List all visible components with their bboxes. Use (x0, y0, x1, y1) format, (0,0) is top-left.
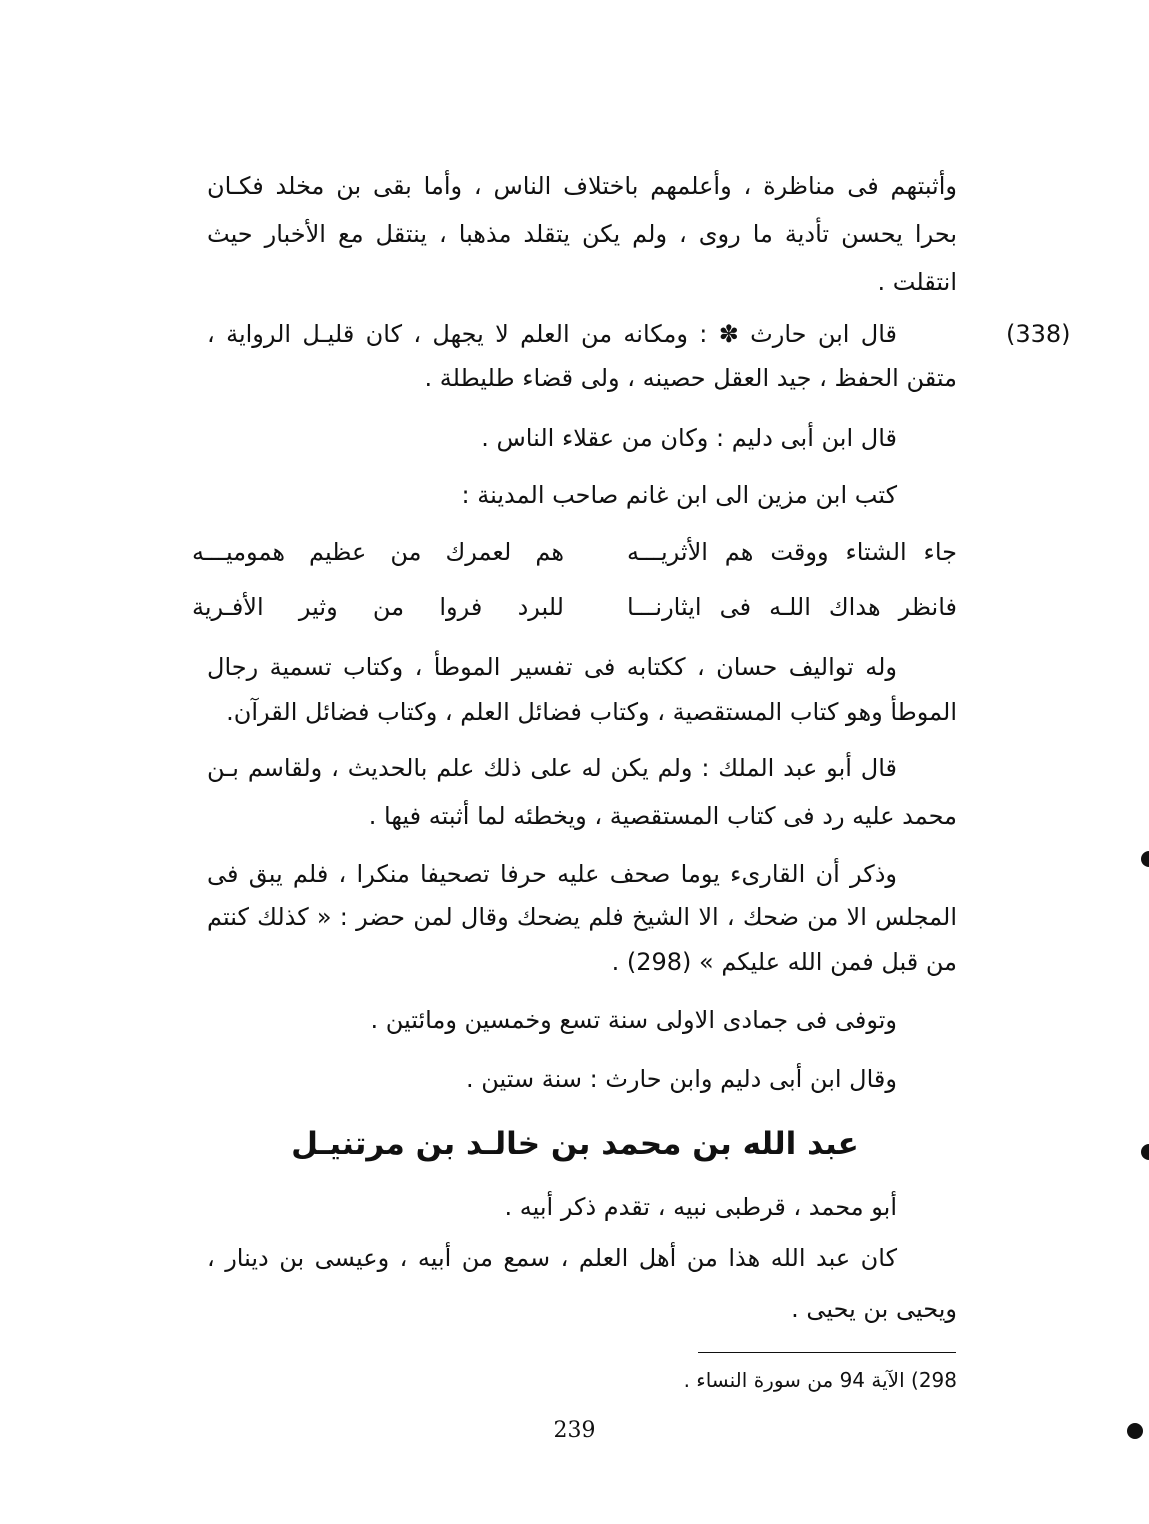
text-line: كان عبد الله هذا من أهل العلم ، سمع من أبيه ، وعيسى بن دينار ، (207, 1244, 897, 1272)
scan-mark-dot (1141, 851, 1149, 867)
text-line: متقن الحفظ ، جيد العقل حصينه ، ولى قضاء طليطلة . (424, 364, 957, 392)
text-line: أبو محمد ، قرطبى نبيه ، تقدم ذكر أبيه . (504, 1193, 897, 1221)
text-line: قال ابن أبى دليم : وكان من عقلاء الناس . (481, 424, 897, 452)
verse-hemistich: جاء الشتاء ووقت هم الأثريـــه (627, 538, 957, 566)
biography-heading: عبد الله بن محمد بن خالـد بن مرتنيـل (291, 1126, 859, 1162)
text-line: انتقلت . (877, 268, 957, 296)
scan-mark-dot (1141, 1144, 1149, 1160)
text-line: وذكر أن القارىء يوما صحف عليه حرفا تصحيفا منكرا ، فلم يبق فى (207, 860, 897, 888)
verse-hemistich: فانظر هداك اللـه فى ايثارنـــا (627, 593, 957, 621)
text-line: المجلس الا من ضحك ، الا الشيخ فلم يضحك وقال لمن حضر : « كذلك كنتم (207, 903, 957, 931)
text-line: كتب ابن مزين الى ابن غانم صاحب المدينة : (461, 481, 897, 509)
verse-hemistich: للبرد فروا من وثير الأفـرية (192, 593, 564, 621)
text-line: بحرا يحسن تأدية ما روى ، ولم يكن يتقلد مذهبا ، ينتقل مع الأخبار حيث (207, 220, 957, 248)
text-line: قال ابن حارث ✽ : ومكانه من العلم لا يجهل ، كان قليـل الرواية ، (207, 320, 897, 348)
text-line: محمد عليه رد فى كتاب المستقصية ، ويخطئه لما أثبته فيها . (368, 802, 957, 830)
text-line: الموطأ وهو كتاب المستقصية ، وكتاب فضائل العلم ، وكتاب فضائل القرآن. (226, 698, 957, 726)
footnote-rule (698, 1352, 956, 1353)
text-line: من قبل فمن الله عليكم » (298) . (611, 948, 957, 976)
page-number: 239 (553, 1418, 596, 1443)
text-line: ويحيى بن يحيى . (791, 1295, 957, 1323)
scan-mark-dot (1127, 1423, 1143, 1439)
entry-number: (338) (1006, 320, 1071, 348)
text-line: وتوفى فى جمادى الاولى سنة تسع وخمسين ومائتين . (370, 1006, 897, 1034)
verse-hemistich: هم لعمرك من عظيم هموميـــه (192, 538, 564, 566)
text-line: وأثبتهم فى مناظرة ، وأعلمهم باختلاف الناس ، وأما بقى بن مخلد فكـان (207, 172, 957, 200)
text-line: قال أبو عبد الملك : ولم يكن له على ذلك علم بالحديث ، ولقاسم بـن (207, 754, 897, 782)
text-line: وقال ابن أبى دليم وابن حارث : سنة ستين . (466, 1065, 897, 1093)
text-line: وله تواليف حسان ، ككتابه فى تفسير الموطأ ، وكتاب تسمية رجال (207, 653, 897, 681)
footnote: 298) الآية 94 من سورة النساء . (683, 1368, 957, 1392)
